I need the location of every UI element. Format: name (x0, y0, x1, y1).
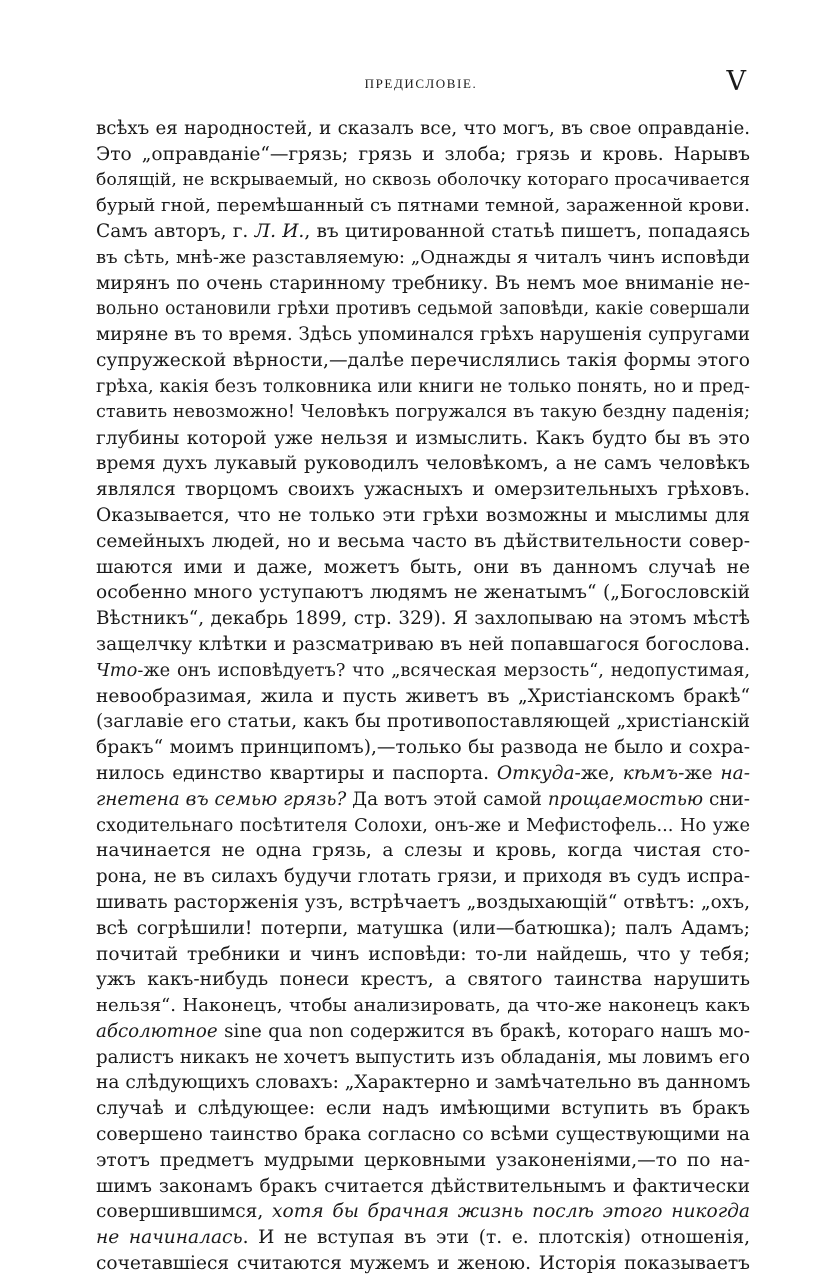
text-segment: Вѣстникъ“, декабрь 1899, стр. 329). Я захлопываю на этомъ мѣстѣ (96, 608, 750, 630)
text-segment: бурый гной, перемѣшанный съ пятнами темной, зараженной крови. (96, 195, 750, 217)
text-line (96, 1225, 750, 1251)
text-line (96, 916, 750, 942)
text-line (96, 1148, 750, 1174)
italic-text: на- (720, 762, 750, 784)
text-line (96, 1019, 750, 1045)
text-segment: почитай требники и чинъ исповѣди: то-ли найдешь, что у тебя; (96, 943, 750, 965)
body-text (96, 116, 750, 1277)
text-line (96, 1122, 750, 1148)
text-line (96, 426, 750, 452)
italic-text: кѣмъ (622, 762, 679, 784)
page-number: V (726, 66, 746, 97)
text-line (96, 116, 750, 142)
text-line (96, 1070, 750, 1096)
text-segment: случаѣ и слѣдующее: если надъ имѣющими вступить въ бракъ (96, 1098, 750, 1120)
text-segment: болящій, не вскрываемый, но сквозь оболочку котораго просачивается (96, 169, 750, 190)
italic-text: Л. И. (254, 221, 305, 243)
text-line (96, 658, 750, 684)
text-line (96, 374, 750, 400)
text-line (96, 580, 750, 606)
text-segment: вольно остановили грѣхи противъ седьмой заповѣди, какіе совершали (96, 298, 750, 319)
text-segment: время духъ лукавый руководилъ человѣкомъ, а не самъ человѣкъ (96, 453, 750, 475)
text-segment: невообразимая, жила и пусть живетъ въ „Христіанскомъ бракѣ“ (96, 685, 750, 707)
text-segment: Это „оправданіе“—грязь; грязь и злоба; грязь и кровь. Нарывъ (96, 143, 750, 165)
text-segment: всѣхъ ея народностей, и сказалъ все, что могъ, въ свое оправданіе. (96, 118, 750, 139)
italic-text: Откуда (496, 762, 575, 784)
text-line (96, 632, 750, 658)
italic-text: абсолютное (96, 1020, 218, 1042)
text-line (96, 967, 750, 993)
text-line (96, 1199, 750, 1225)
text-line (96, 1045, 750, 1071)
text-segment: начинается не одна грязь, а слезы и кровь, когда чистая сто- (96, 840, 750, 862)
text-line (96, 245, 750, 271)
text-segment: . И не вступая въ эти (т. е. плотскія) отношенія, (242, 1227, 750, 1249)
text-line (96, 838, 750, 864)
text-segment: совершившимся, (96, 1201, 273, 1223)
text-segment: всѣ согрѣшили! потерпи, матушка (или—батюшка); палъ Адамъ; (96, 917, 750, 939)
text-line (96, 193, 750, 219)
text-segment: sine qua non содержится въ бракѣ, котораго нашъ мо- (217, 1020, 750, 1042)
text-segment: мирянъ по очень старинному требнику. Въ немъ мое вниманіе не- (96, 272, 750, 294)
text-segment: этотъ предметъ мудрыми церковными узаконеніями,—то по на- (96, 1149, 750, 1171)
text-segment: (заглавіе его статьи, какъ бы противопоставляющей „христіанскій (96, 711, 750, 733)
running-head (96, 66, 746, 102)
text-line (96, 271, 750, 297)
text-segment: Оказывается, что не только эти грѣхи возможны и мыслимы для (96, 504, 750, 526)
text-line (96, 761, 750, 787)
text-line (96, 709, 750, 735)
text-line (96, 864, 750, 890)
italic-text: прощаемостью (547, 788, 704, 810)
text-segment: глубины которой уже нельзя и измыслить. Какъ будто бы въ это (96, 427, 750, 449)
text-segment: въ сѣть, мнѣ-же разставляемую: „Однажды я читалъ чинъ исповѣди (96, 246, 750, 268)
text-segment: супружеской вѣрности,—далѣе перечислялись такія формы этого (96, 350, 750, 372)
italic-text: не начиналась (96, 1227, 243, 1249)
text-segment: шивать расторженія узъ, встрѣчаетъ „воздыхающій“ отвѣтъ: „охъ, (96, 891, 750, 913)
text-line (96, 297, 750, 323)
text-line (96, 168, 750, 194)
text-line (96, 684, 750, 710)
text-segment: -же онъ исповѣдуетъ? что „всяческая мерзость“, недопустимая, (137, 659, 750, 681)
text-segment: шаются ими и даже, можетъ быть, они въ данномъ случаѣ не (96, 556, 750, 578)
italic-text: гнетена въ семью грязь? (96, 788, 347, 810)
text-segment: совершено таинство брака согласно со всѣми существующими на (96, 1124, 750, 1146)
text-line (96, 400, 750, 426)
text-line (96, 322, 750, 348)
text-segment: нельзя“. Наконецъ, чтобы анализировать, да что-же наконецъ какъ (96, 995, 750, 1017)
text-line (96, 735, 750, 761)
text-line (96, 451, 750, 477)
text-line (96, 813, 750, 839)
italic-text: Что (96, 659, 138, 681)
text-segment: -же, (574, 762, 623, 784)
text-line (96, 142, 750, 168)
text-line (96, 1174, 750, 1200)
text-segment: являлся творцомъ своихъ ужасныхъ и омерзительныхъ грѣховъ. (96, 479, 750, 501)
text-segment: ужъ какъ-нибудь понеси крестъ, а святого таинства нарушить (96, 969, 750, 991)
text-segment: грѣха, какія безъ толковника или книги не только понять, но и пред- (96, 375, 750, 397)
text-line (96, 890, 750, 916)
text-segment: ставить невозможно! Человѣкъ погружался въ такую бездну паденія; (96, 401, 750, 422)
text-line (96, 1251, 750, 1277)
text-segment: сочетавшіеся считаются мужемъ и женою. Исторія показываетъ (96, 1253, 750, 1275)
text-segment: особенно много уступаютъ людямъ не женатымъ“ („Богословскій (96, 582, 750, 604)
text-segment: бракъ“ моимъ принципомъ),—только бы развода не было и сохра- (96, 737, 750, 759)
text-segment: сни- (703, 788, 750, 810)
text-segment: семейныхъ людей, но и весьма часто въ дѣйствительности совер- (96, 530, 750, 552)
text-line (96, 993, 750, 1019)
text-segment: шимъ законамъ бракъ считается дѣйствительнымъ и фактически (96, 1175, 750, 1197)
text-line (96, 787, 750, 813)
text-line (96, 942, 750, 968)
text-segment: Да вотъ этой самой (346, 788, 548, 810)
text-line (96, 477, 750, 503)
text-segment: , въ цитированной статьѣ пишетъ, попадаясь (304, 221, 750, 243)
text-line (96, 606, 750, 632)
text-segment: рона, не въ силахъ будучи глотать грязи, и приходя въ судъ испра- (96, 866, 750, 888)
text-segment: сходительнаго посѣтителя Солохи, онъ-же и Мефистофель... Но уже (96, 814, 750, 836)
text-line (96, 1096, 750, 1122)
text-segment: защелчку клѣтки и разсматриваю въ ней попавшагося богослова. (96, 633, 750, 655)
text-segment: миряне въ то время. Здѣсь упоминался грѣхъ нарушенія супругами (96, 324, 750, 346)
running-head-title: ПРЕДИСЛОВІЕ. (364, 76, 478, 91)
text-line (96, 348, 750, 374)
text-segment: на слѣдующихъ словахъ: „Характерно и замѣчательно въ данномъ (96, 1072, 750, 1094)
text-line (96, 529, 750, 555)
italic-text: хотя бы брачная жизнь послѣ этого никогда (272, 1201, 750, 1223)
text-segment: Самъ авторъ, г. (96, 221, 255, 243)
text-line (96, 219, 750, 245)
text-segment: ралистъ никакъ не хочетъ выпустить изъ обладанія, мы ловимъ его (96, 1046, 750, 1068)
text-segment: -же (678, 762, 721, 784)
text-line (96, 555, 750, 581)
text-segment: нилось единство квартиры и паспорта. (96, 762, 497, 784)
text-line (96, 503, 750, 529)
